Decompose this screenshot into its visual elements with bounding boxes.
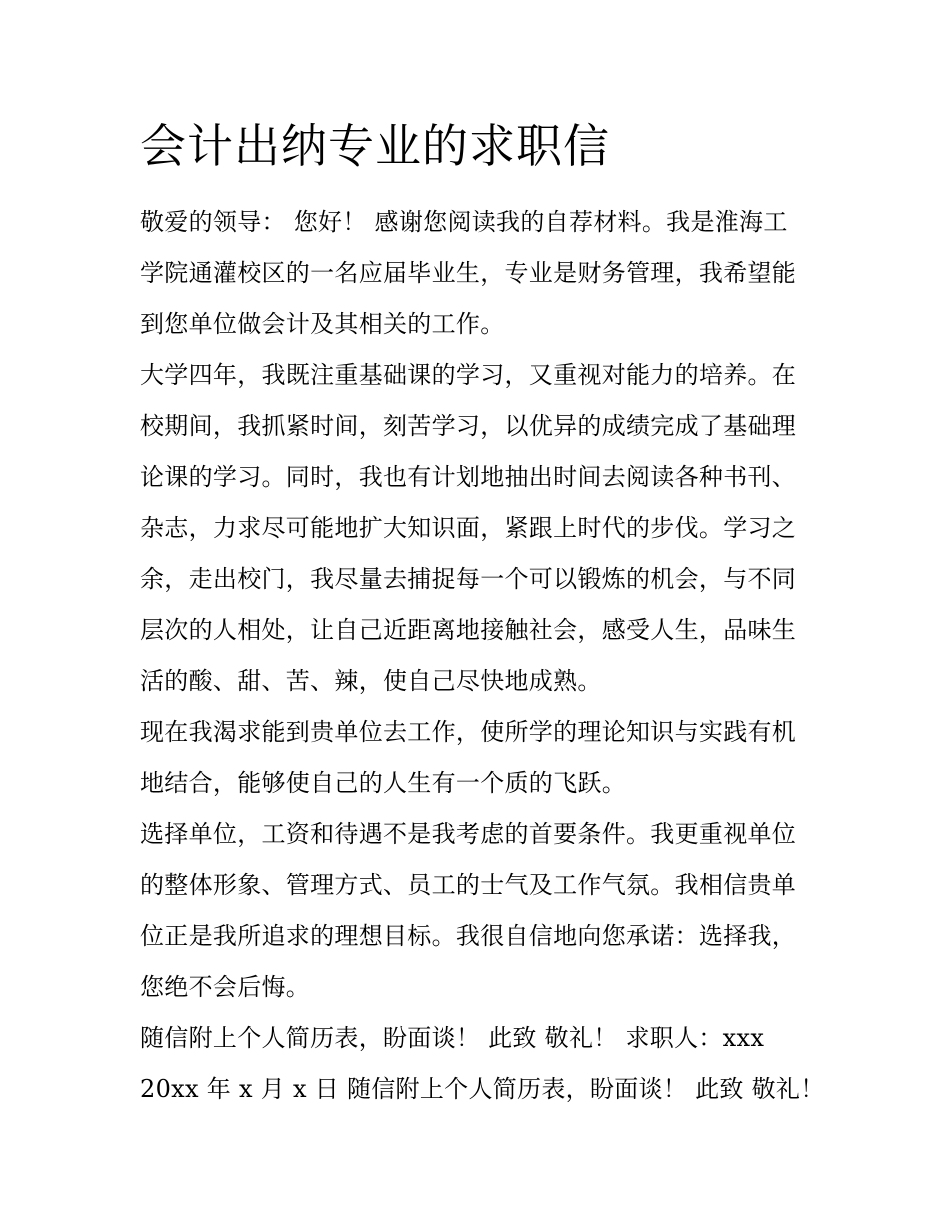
text-line: 选择单位，工资和待遇不是我考虑的首要条件。我更重视单位 [140, 820, 797, 848]
page-title: 会计出纳专业的求职信 [140, 119, 610, 173]
text-line: 学院通灌校区的一名应届毕业生，专业是财务管理，我希望能 [140, 259, 797, 287]
text-line: 活的酸、甜、苦、辣，使自己尽快地成熟。 [140, 667, 602, 695]
text-line: 随信附上个人简历表，盼面谈！ 此致 敬礼！ 求职人：xxx [140, 1024, 765, 1052]
text-line: 地结合，能够使自己的人生有一个质的飞跃。 [140, 769, 626, 797]
text-line: 到您单位做会计及其相关的工作。 [140, 310, 505, 338]
text-line: 的整体形象、管理方式、员工的士气及工作气氛。我相信贵单 [140, 871, 797, 899]
text-line: 校期间，我抓紧时间，刻苦学习，以优异的成绩完成了基础理 [140, 412, 797, 440]
text-line: 敬爱的领导： 您好！ 感谢您阅读我的自荐材料。我是淮海工 [140, 208, 788, 236]
text-line: 现在我渴求能到贵单位去工作，使所学的理论知识与实践有机 [140, 718, 797, 746]
text-line: 大学四年，我既注重基础课的学习，又重视对能力的培养。在 [140, 361, 797, 389]
text-line: 余，走出校门，我尽量去捕捉每一个可以锻炼的机会，与不同 [140, 565, 797, 593]
text-line: 论课的学习。同时，我也有计划地抽出时间去阅读各种书刊、 [140, 463, 797, 491]
text-line: 20xx 年 x 月 x 日 随信附上个人简历表，盼面谈！ 此致 敬礼！ [140, 1075, 825, 1103]
text-line: 您绝不会后悔。 [140, 973, 311, 1001]
text-line: 层次的人相处，让自己近距离地接触社会，感受人生，品味生 [140, 616, 797, 644]
text-line: 杂志，力求尽可能地扩大知识面，紧跟上时代的步伐。学习之 [140, 514, 797, 542]
letter-body [140, 197, 825, 1115]
text-line: 位正是我所追求的理想目标。我很自信地向您承诺：选择我， [140, 922, 797, 950]
